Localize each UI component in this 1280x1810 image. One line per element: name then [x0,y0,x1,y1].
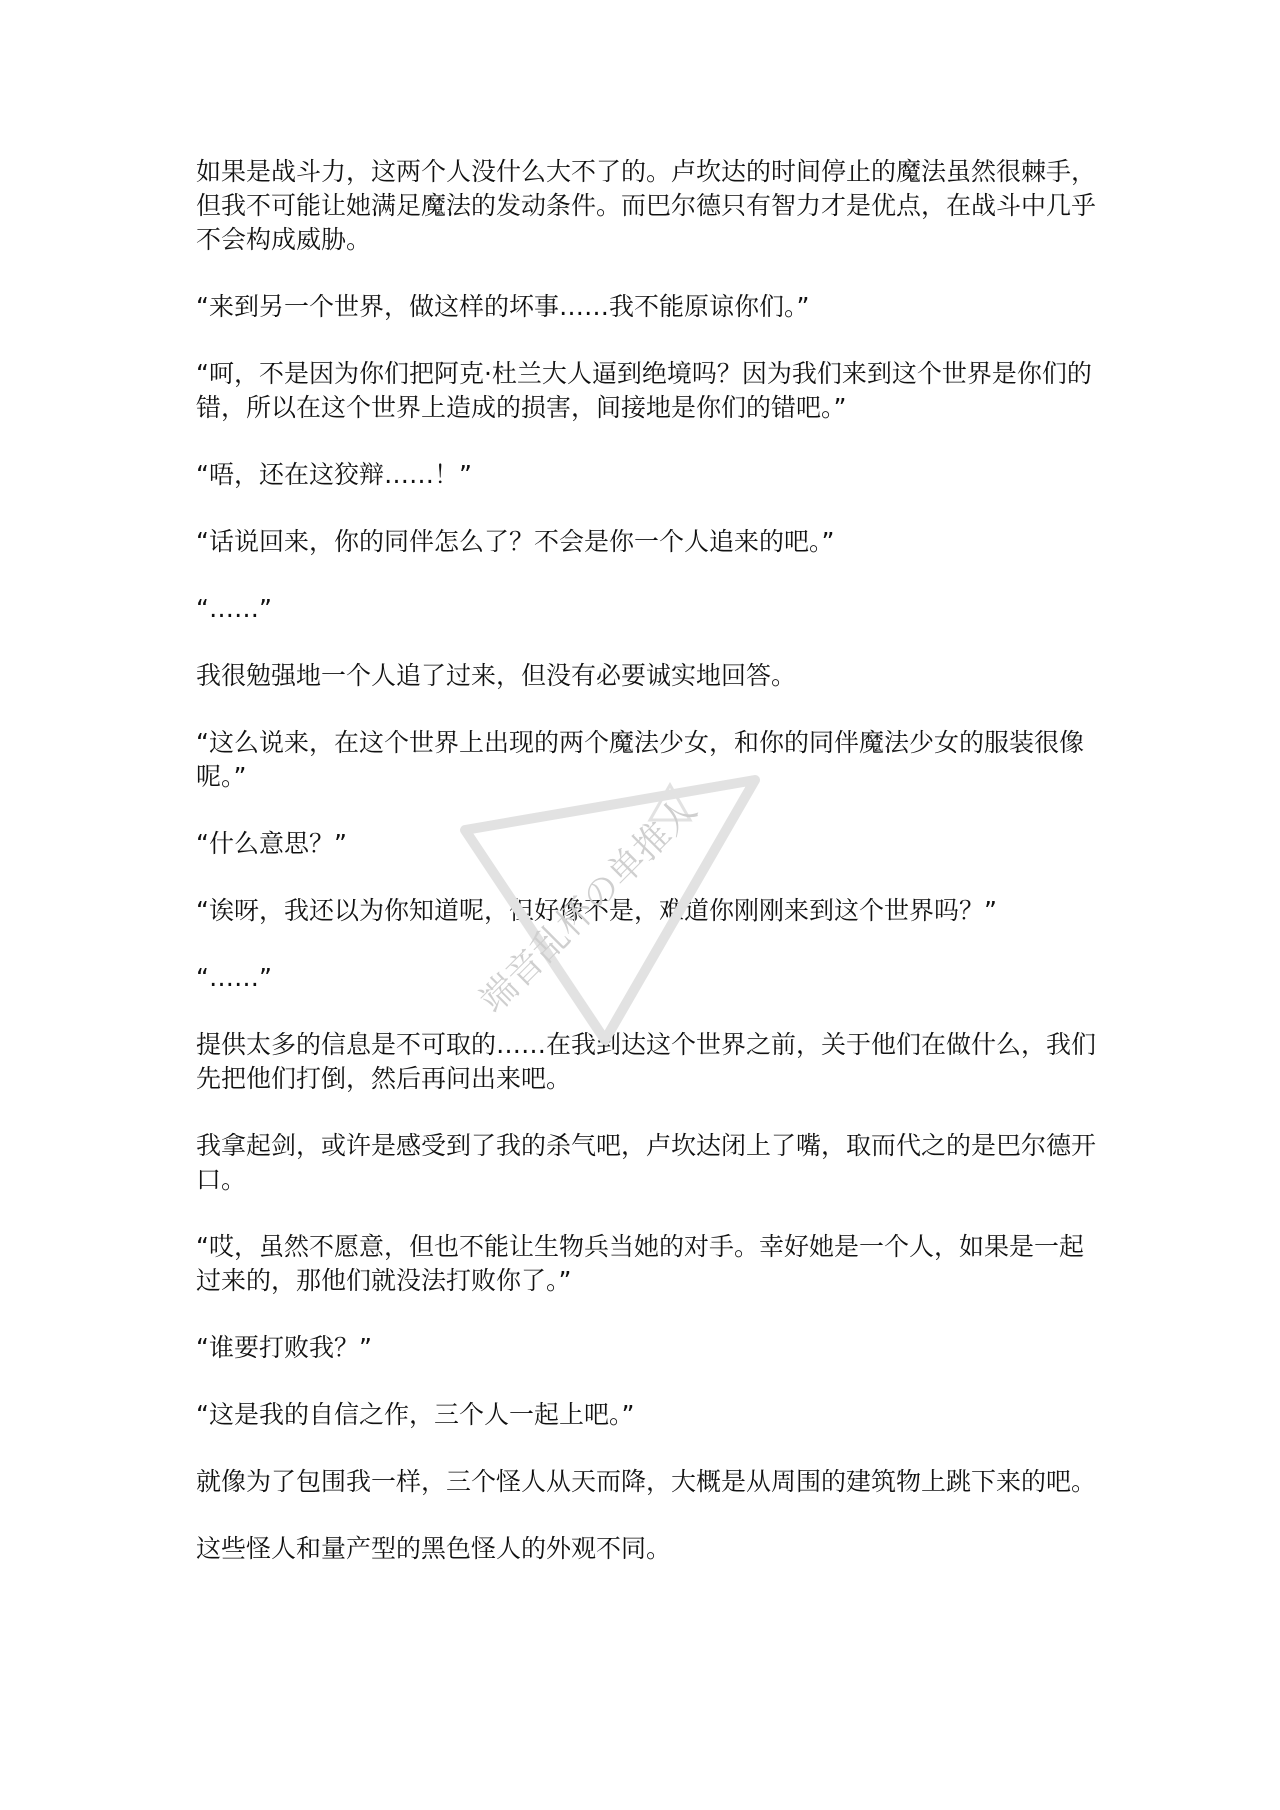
paragraph: “呵，不是因为你们把阿克·杜兰大人逼到绝境吗？因为我们来到这个世界是你们的错，所以在这个世界上造成的损害，间接地是你们的错吧。” [196,359,1092,422]
paragraph: “什么意思？” [196,829,347,858]
paragraph: 就像为了包围我一样，三个怪人从天而降，大概是从周围的建筑物上跳下来的吧。 [196,1467,1097,1496]
paragraph: “唔，还在这狡辩……！” [196,460,472,489]
paragraph: 提供太多的信息是不可取的……在我到达这个世界之前，关于他们在做什么，我们先把他们打倒，然后再问出来吧。 [196,1030,1097,1093]
body-text [196,155,1096,1599]
paragraph: “这是我的自信之作，三个人一起上吧。” [196,1400,635,1429]
watermark-text: 端音乱杯の单推人 [472,788,706,1022]
paragraph: “……” [196,963,272,992]
paragraph: 我拿起剑，或许是感受到了我的杀气吧，卢坎达闭上了嘴，取而代之的是巴尔德开口。 [196,1131,1097,1194]
paragraph: “谁要打败我？” [196,1333,372,1362]
paragraph: 如果是战斗力，这两个人没什么大不了的。卢坎达的时间停止的魔法虽然很棘手，但我不可能让她满足魔法的发动条件。而巴尔德只有智力才是优点，在战斗中几乎不会构成威胁。 [196,157,1097,254]
paragraph: “哎，虽然不愿意，但也不能让生物兵当她的对手。幸好她是一个人，如果是一起过来的，那他们就没法打败你了。” [196,1232,1084,1295]
paragraph: “来到另一个世界，做这样的坏事……我不能原谅你们。” [196,292,810,321]
paragraph: “……” [196,594,272,623]
paragraph: “诶呀，我还以为你知道呢，但好像不是，难道你刚刚来到这个世界吗？” [196,896,997,925]
paragraph: 这些怪人和量产型的黑色怪人的外观不同。 [196,1534,672,1563]
paragraph: “这么说来，在这个世界上出现的两个魔法少女，和你的同伴魔法少女的服装很像呢。” [196,728,1084,791]
paragraph: 我很勉强地一个人追了过来，但没有必要诚实地回答。 [196,661,797,690]
paragraph: “话说回来，你的同伴怎么了？不会是你一个人追来的吧。” [196,527,835,556]
